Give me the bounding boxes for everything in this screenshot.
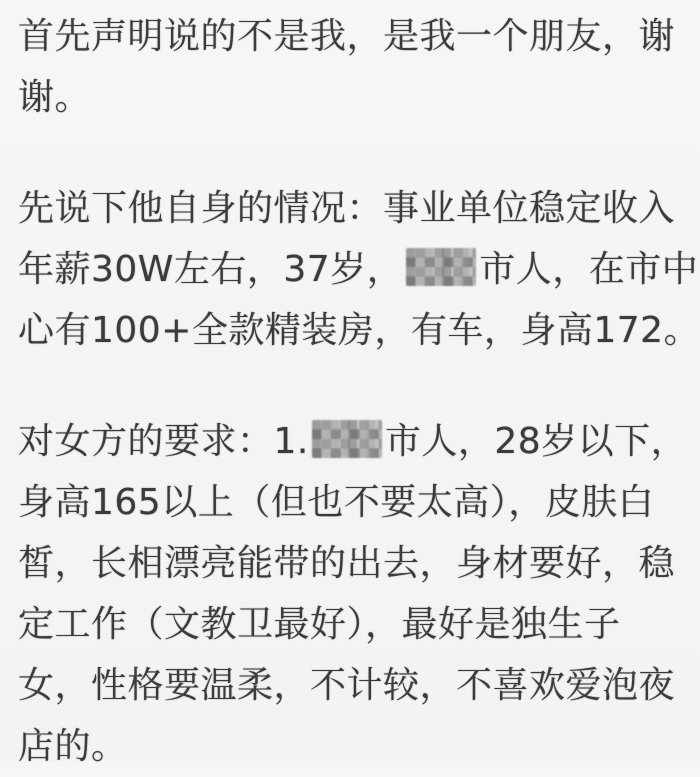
text-segment: 谢。 bbox=[18, 77, 92, 118]
paragraph-requirements-for-woman bbox=[18, 411, 688, 777]
text-line bbox=[18, 6, 688, 67]
text-line bbox=[18, 300, 700, 361]
text-segment: 首先声明说的不是我，是我一个朋友，谢 bbox=[18, 16, 676, 57]
text-line bbox=[18, 655, 688, 716]
text-segment: 身高165以上（但也不要太高），皮肤白 bbox=[18, 482, 655, 523]
text-line bbox=[18, 411, 688, 472]
text-segment: 先说下他自身的情况：事业单位稳定收入 bbox=[18, 188, 676, 229]
text-segment: 市人，在市中 bbox=[479, 249, 699, 290]
text-segment: 市人，28岁以下， bbox=[384, 421, 688, 462]
censor-mosaic bbox=[312, 420, 382, 458]
text-segment: 心有100+全款精装房，有车，身高172。 bbox=[18, 310, 700, 351]
paragraph-his-profile bbox=[18, 178, 700, 361]
text-segment: 对女方的要求：1. bbox=[18, 421, 309, 462]
text-segment: 皙，长相漂亮能带的出去，身材要好，稳 bbox=[18, 543, 676, 584]
text-line bbox=[18, 178, 688, 239]
text-line bbox=[18, 239, 699, 300]
text-segment: 店的。 bbox=[18, 726, 128, 767]
text-segment: 定工作（文教卫最好），最好是独生子 bbox=[18, 604, 621, 645]
text-segment: 年薪30W左右，37岁， bbox=[18, 249, 404, 290]
paragraph-disclaimer bbox=[18, 6, 688, 128]
text-line bbox=[18, 716, 688, 777]
text-line bbox=[18, 533, 688, 594]
censor-mosaic bbox=[406, 248, 476, 286]
text-line bbox=[18, 67, 688, 128]
text-line bbox=[18, 594, 688, 655]
text-segment: 女，性格要温柔，不计较，不喜欢爱泡夜 bbox=[18, 665, 676, 706]
text-line bbox=[18, 472, 688, 533]
